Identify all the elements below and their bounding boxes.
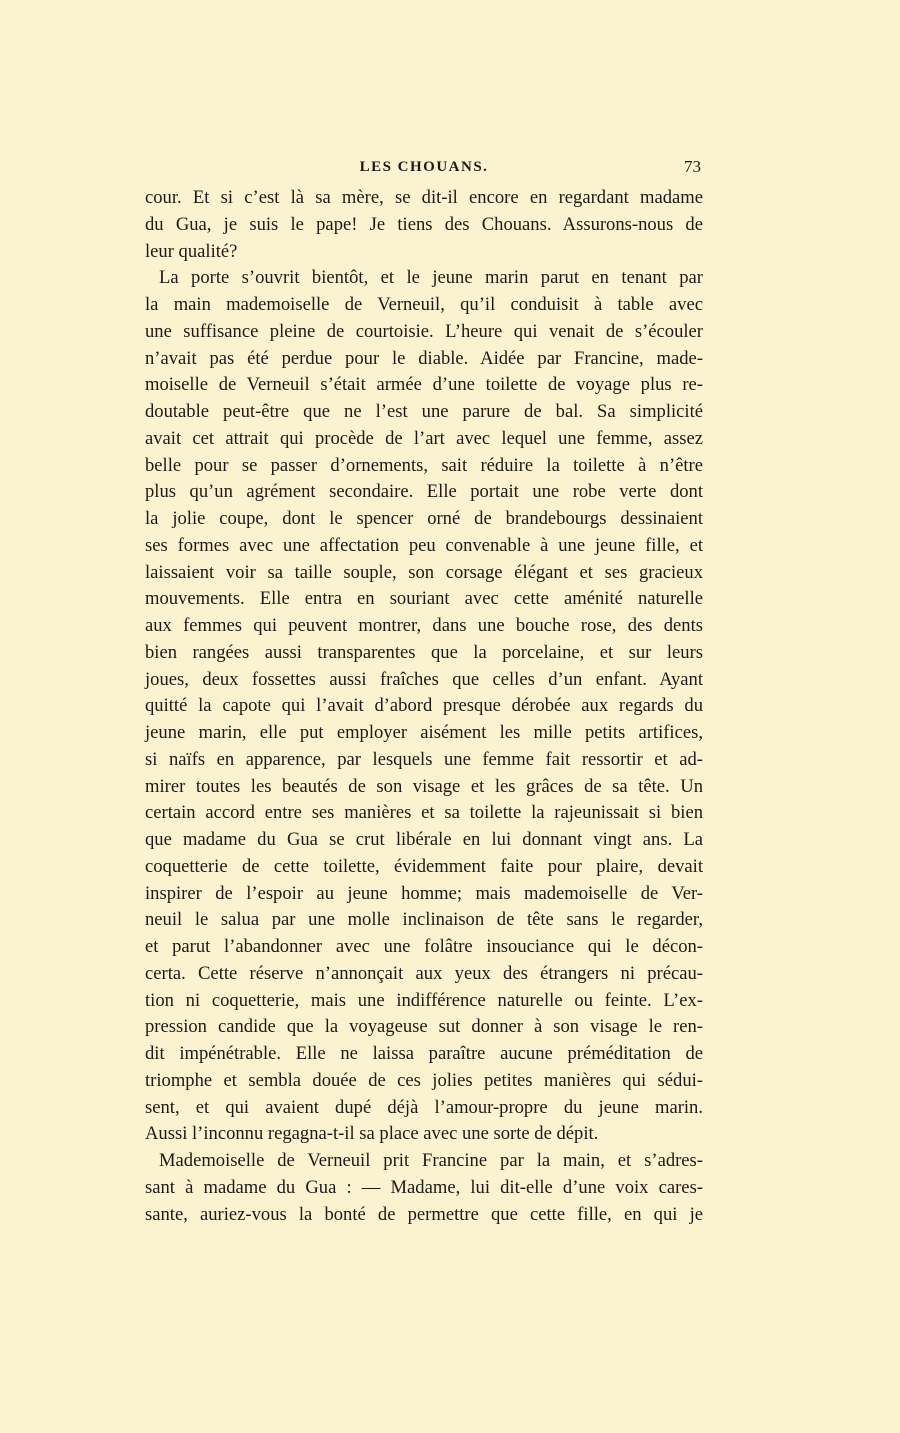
text-line: si naïfs en apparence, par lesquels une femme fait ressortir et ad- [145,748,703,770]
text-line: Mademoiselle de Verneuil prit Francine par la main, et s’adres- [159,1150,703,1171]
paragraph [145,1148,703,1228]
text-line: la main mademoiselle de Verneuil, qu’il conduisit à table avec [145,294,703,315]
text-line: tion ni coquetterie, mais une indifférence naturelle ou feinte. L’ex- [145,989,703,1011]
text-line: laissaient voir sa taille souple, son corsage élégant et ses gracieux [145,561,703,583]
running-title: LES CHOUANS. [359,159,489,175]
text-line: bien rangées aussi transparentes que la porcelaine, et sur leurs [145,641,703,663]
text-line: ses formes avec une affectation peu convenable à une jeune fille, et [145,534,703,556]
text-line: moiselle de Verneuil s’était armée d’une toilette de voyage plus re- [145,374,703,396]
text-line: mirer toutes les beautés de son visage et les grâces de sa tête. Un [145,775,703,797]
page-number: 73 [684,157,701,176]
text-line: leur qualité? [145,240,238,262]
text-line: La porte s’ouvrit bientôt, et le jeune marin parut en tenant par [159,267,703,289]
text-line: pression candide que la voyageuse sut donner à son visage le ren- [145,1016,703,1038]
text-line: que madame du Gua se crut libérale en lui donnant vingt ans. La [145,829,703,850]
page-header [145,157,703,181]
body-text [145,185,703,1228]
text-line: plus qu’un agrément secondaire. Elle portait une robe verte dont [145,481,703,503]
text-line: Aussi l’inconnu regagna-t-il sa place avec une sorte de dépit. [145,1123,599,1145]
text-line: avait cet attrait qui procède de l’art avec lequel une femme, assez [145,427,703,449]
text-line: aux femmes qui peuvent montrer, dans une bouche rose, des dents [145,615,703,636]
text-line: mouvements. Elle entra en souriant avec cette aménité naturelle [145,588,703,610]
paragraph [145,265,703,1148]
text-line: la jolie coupe, dont le spencer orné de brandebourgs dessinaient [145,508,703,529]
paragraph [145,185,703,265]
text-line: inspirer de l’espoir au jeune homme; mais mademoiselle de Ver- [145,882,703,904]
text-line: n’avait pas été perdue pour le diable. Aidée par Francine, made- [145,347,703,369]
text-line: doutable peut-être que ne l’est une parure de bal. Sa simplicité [145,401,703,422]
text-line: triomphe et sembla douée de ces jolies petites manières qui sédui- [145,1069,703,1091]
text-line: et parut l’abandonner avec une folâtre insouciance qui le décon- [145,936,703,957]
text-line: sant à madame du Gua : — Madame, lui dit-elle d’une voix cares- [145,1176,703,1198]
text-line: sent, et qui avaient dupé déjà l’amour-propre du jeune marin. [145,1096,703,1118]
text-line: sante, auriez-vous la bonté de permettre que cette fille, en qui je [145,1203,703,1225]
text-line: certain accord entre ses manières et sa toilette la rajeunissait si bien [145,802,703,824]
text-line: joues, deux fossettes aussi fraîches que celles d’un enfant. Ayant [145,668,703,690]
text-line: une suffisance pleine de courtoisie. L’heure qui venait de s’écouler [145,320,703,342]
text-line: quitté la capote qui l’avait d’abord presque dérobée aux regards du [145,695,703,717]
text-line: belle pour se passer d’ornements, sait réduire la toilette à n’être [145,454,703,476]
text-line: coquetterie de cette toilette, évidemment faite pour plaire, devait [145,855,703,877]
text-line: du Gua, je suis le pape! Je tiens des Chouans. Assurons-nous de [145,213,703,235]
text-line: dit impénétrable. Elle ne laissa paraître aucune préméditation de [145,1043,703,1064]
text-line: neuil le salua par une molle inclinaison de tête sans le regarder, [145,909,703,931]
text-line: certa. Cette réserve n’annonçait aux yeux des étrangers ni précau- [145,962,703,984]
text-line: jeune marin, elle put employer aisément les mille petits artifices, [145,722,703,743]
text-line: cour. Et si c’est là sa mère, se dit-il encore en regardant madame [145,187,703,208]
